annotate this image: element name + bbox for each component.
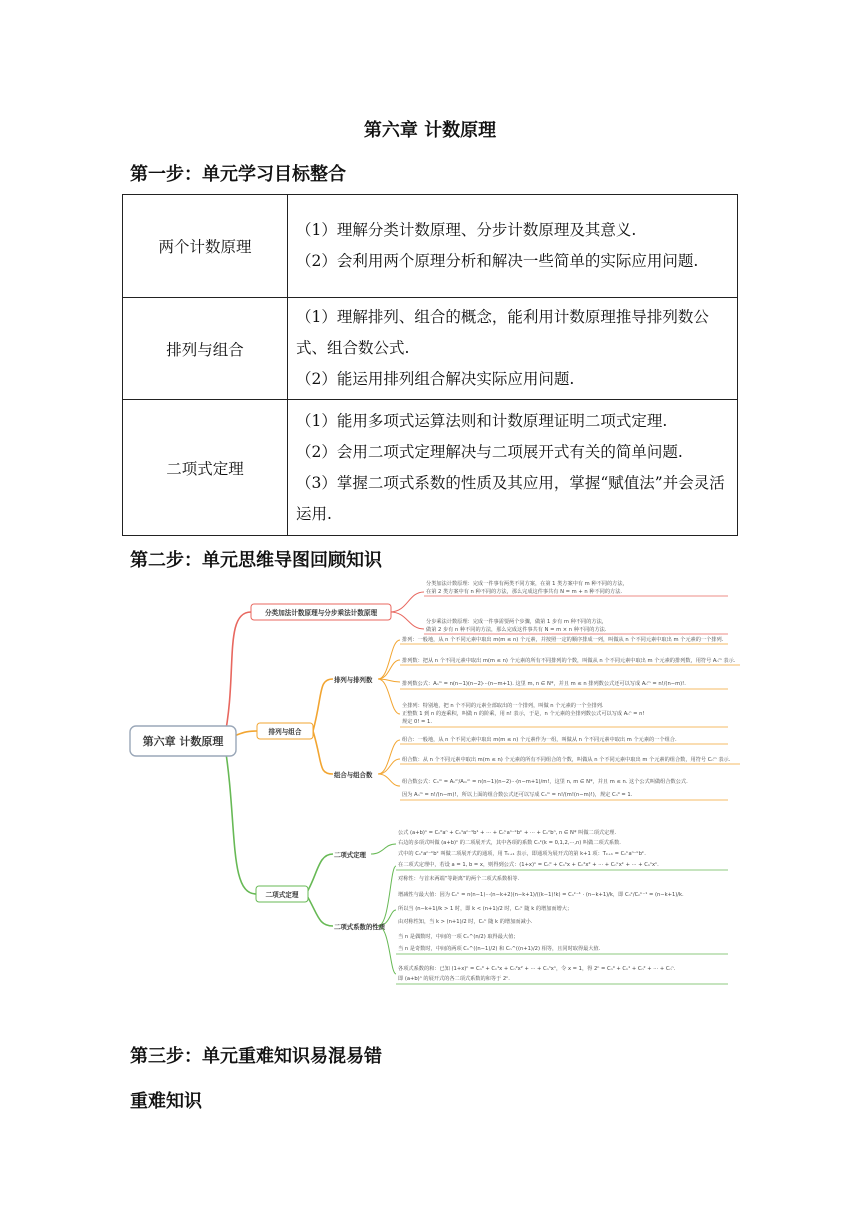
goal-category: 两个计数原理 bbox=[123, 195, 288, 298]
leaf-text: 排列：一般地，从 n 个不同元素中取出 m(m ≤ n) 个元素，并按照一定的顺序排成一列，叫做从 n 个不同元素中取出 m 个元素的一个排列. bbox=[402, 637, 724, 643]
goal-description bbox=[288, 298, 738, 400]
leaf-text: 右边的多项式叫做 (a+b)ⁿ 的二项展开式，其中各项的系数 Cₙᵏ(k = 0,1,2,···,n) 叫做二项式系数. bbox=[398, 840, 621, 846]
leaf-text: 增减性与最大值：因为 Cₙᵏ = n(n−1)···(n−k+2)(n−k+1)/((k−1)!k) = Cₙᵏ⁻¹ · (n−k+1)/k，即 Cₙᵏ/Cₙᵏ⁻¹ = (n−k+1)/k. bbox=[398, 892, 684, 898]
goal-item: （1）理解分类计数原理、分步计数原理及其意义. bbox=[296, 221, 637, 239]
goal-item: （3）掌握二项式系数的性质及其应用，掌握“赋值法”并会灵活运用. bbox=[296, 473, 725, 523]
branch-label: 分类加法计数原理与分步乘法计数原理 bbox=[264, 609, 378, 617]
leaf-text: 在二项式定理中，若设 a = 1, b = x，则得到公式：(1+x)ⁿ = Cₙ⁰ + Cₙ¹x + Cₙ²x² + ··· + Cₙᵏxᵏ + ··· + Cₙⁿxⁿ. bbox=[398, 862, 659, 868]
connector-line bbox=[390, 592, 424, 612]
connector-line bbox=[378, 774, 400, 786]
leaf-text: 组合：一般地，从 n 个不同元素中取出 m(m ≤ n) 个元素作为一组，叫做从 n 个不同元素中取出 m 个元素的一个组合. bbox=[402, 737, 677, 743]
leaf-text: 因为 Aₙᵐ = n!/(n−m)!，所以上面的组合数公式还可以写成 Cₙᵐ = n!/(m!(n−m)!)，规定 Cₙ⁰ = 1. bbox=[402, 792, 633, 798]
leaf-text: 规定 0! = 1. bbox=[402, 719, 432, 725]
step2-heading: 第二步：单元思维导图回顾知识 bbox=[130, 550, 382, 571]
connector-line bbox=[313, 731, 333, 774]
sub-branch-label: 排列与排列数 bbox=[334, 676, 373, 684]
connector-line bbox=[306, 854, 333, 894]
connector-line bbox=[378, 926, 396, 974]
goal-item: （2）会利用两个原理分析和解决一些简单的实际应用问题. bbox=[296, 252, 699, 270]
leaf-text: 排列数公式：Aₙᵐ = n(n−1)(n−2)···(n−m+1). 这里 m, n ∈ N*，并且 m ≤ n 排列数公式还可以写成 Aₙᵐ = n!/(n−m)!. bbox=[402, 681, 686, 687]
connector-line bbox=[224, 740, 256, 894]
leaf-text: 所以当 (n−k+1)/k > 1 时，即 k < (n+1)/2 时，Cₙᵏ 随 k 的增加而增大； bbox=[398, 906, 573, 912]
connector-line bbox=[371, 844, 396, 854]
leaf-text: 全排列：特别地，把 n 个不同的元素全部取出的一个排列，叫做 n 个元素的一个全排列. bbox=[402, 703, 604, 709]
leaf-text: 分类加法计数原理：完成一件事有两类不同方案，在第 1 类方案中有 m 种不同的方法， bbox=[426, 581, 628, 587]
connector-line bbox=[378, 679, 400, 714]
connector-line bbox=[378, 759, 400, 774]
sub-branch-label: 二项式系数的性质 bbox=[334, 923, 386, 931]
leaf-text: 组合数：从 n 个不同元素中取出 m(m ≤ n) 个元素的所有不同组合的个数，叫做从 n 个不同元素中取出 m 个元素的组合数，用符号 Cₙᵐ 表示. bbox=[402, 757, 731, 763]
connector-line bbox=[306, 894, 333, 926]
table-row bbox=[123, 195, 738, 298]
branch-label: 排列与组合 bbox=[268, 728, 302, 736]
goal-item: （1）理解排列、组合的概念，能利用计数原理推导排列数公式、组合数公式. bbox=[296, 308, 709, 357]
leaf-text: 即 (a+b)ⁿ 的展开式的各二项式系数的和等于 2ⁿ. bbox=[398, 976, 510, 982]
connector-line bbox=[378, 640, 400, 679]
goals-table bbox=[122, 194, 738, 536]
mind-map-canvas bbox=[128, 574, 740, 986]
table-row bbox=[123, 400, 738, 536]
connector-line bbox=[378, 866, 396, 926]
goal-item: （2）会用二项式定理解决与二项展开式有关的简单问题. bbox=[296, 442, 683, 461]
leaf-text: 公式 (a+b)ⁿ = Cₙ⁰aⁿ + Cₙ¹aⁿ⁻¹b¹ + ··· + Cₙᵏaⁿ⁻ᵏbᵏ + ··· + Cₙⁿbⁿ, n ∈ N* 叫做二项式定理. bbox=[398, 830, 617, 836]
leaf-text: 由对称性知，当 k > (n+1)/2 时，Cₙᵏ 随 k 的增加而减小. bbox=[398, 919, 533, 925]
leaf-text: 组合数公式：Cₙᵐ = Aₙᵐ/Aₘᵐ = n(n−1)(n−2)···(n−m+1)/m!，这里 n, m ∈ N*，并且 m ≤ n. 这个公式叫做组合数公式. bbox=[402, 779, 688, 785]
leaf-text: 对称性：与首末两端“等距离”的两个二项式系数相等. bbox=[398, 876, 520, 882]
table-row bbox=[123, 298, 738, 400]
mind-map bbox=[128, 574, 740, 986]
goal-description bbox=[288, 400, 738, 536]
chapter-title: 第六章 计数原理 bbox=[363, 120, 497, 141]
leaf-text: 排列数：把从 n 个不同元素中取出 m(m ≤ n) 个元素的所有不同排列的个数，叫做从 n 个不同元素中取出 m 个元素的排列数，用符号 Aₙᵐ 表示. bbox=[402, 658, 736, 664]
leaf-text: 正整数 1 到 n 的连乘积，叫做 n 的阶乘，用 n! 表示，于是，n 个元素的全排列数公式可以写成 Aₙⁿ = n! bbox=[402, 711, 645, 717]
leaf-text: 当 n 是偶数时，中间的一项 Cₙ^(n/2) 取得最大值； bbox=[398, 934, 519, 940]
connector-line bbox=[390, 612, 424, 629]
leaf-text: 当 n 是奇数时，中间的两项 Cₙ^((n−1)/2) 和 Cₙ^((n+1)/2) 相等，且同时取得最大值. bbox=[398, 946, 601, 952]
step3-heading: 第三步：单元重难知识易混易错 bbox=[130, 1046, 382, 1067]
goal-category: 排列与组合 bbox=[123, 298, 288, 400]
goal-description bbox=[288, 195, 738, 298]
connector-line bbox=[224, 612, 251, 740]
goal-item: （2）能运用排列组合解决实际应用问题. bbox=[296, 370, 575, 388]
leaf-group bbox=[398, 579, 736, 982]
step1-heading: 第一步：单元学习目标整合 bbox=[130, 164, 346, 185]
sub-branch-label: 二项式定理 bbox=[334, 851, 366, 859]
branch-label: 二项式定理 bbox=[265, 891, 299, 899]
connector-line bbox=[313, 679, 333, 731]
leaf-text: 做第 2 步有 n 种不同的方法，那么完成这件事共有 N = m × n 种不同的方法. bbox=[426, 627, 607, 633]
leaf-text: 各项式系数的和：已知 (1+x)ⁿ = Cₙ⁰ + Cₙ¹x + Cₙ²x² + ··· + Cₙⁿxⁿ，令 x = 1，得 2ⁿ = Cₙ⁰ + Cₙ¹ + Cₙ² + ··· + Cₙⁿ. bbox=[398, 966, 676, 972]
goal-category: 二项式定理 bbox=[123, 400, 288, 536]
root-node-label: 第六章 计数原理 bbox=[142, 735, 224, 748]
connector-line bbox=[378, 740, 400, 774]
section-heading: 重难知识 bbox=[130, 1091, 202, 1112]
leaf-text: 在第 2 类方案中有 n 种不同的方法，那么完成这件事共有 N = m + n 种不同的方法. bbox=[426, 589, 623, 595]
sub-branch-label: 组合与组合数 bbox=[334, 771, 373, 779]
goal-item: （1）能用多项式运算法则和计数原理证明二项式定理. bbox=[296, 411, 668, 430]
leaf-text: 式中的 Cₙᵏaⁿ⁻ᵏbᵏ 叫做二项展开式的通项，用 Tₖ₊₁ 表示，即通项为展开式的第 k+1 项：Tₖ₊₁ = Cₙᵏaⁿ⁻ᵏbᵏ. bbox=[398, 851, 646, 857]
leaf-text: 分步乘法计数原理：完成一件事需要两个步骤，做第 1 步有 m 种不同的方法， bbox=[426, 619, 607, 625]
